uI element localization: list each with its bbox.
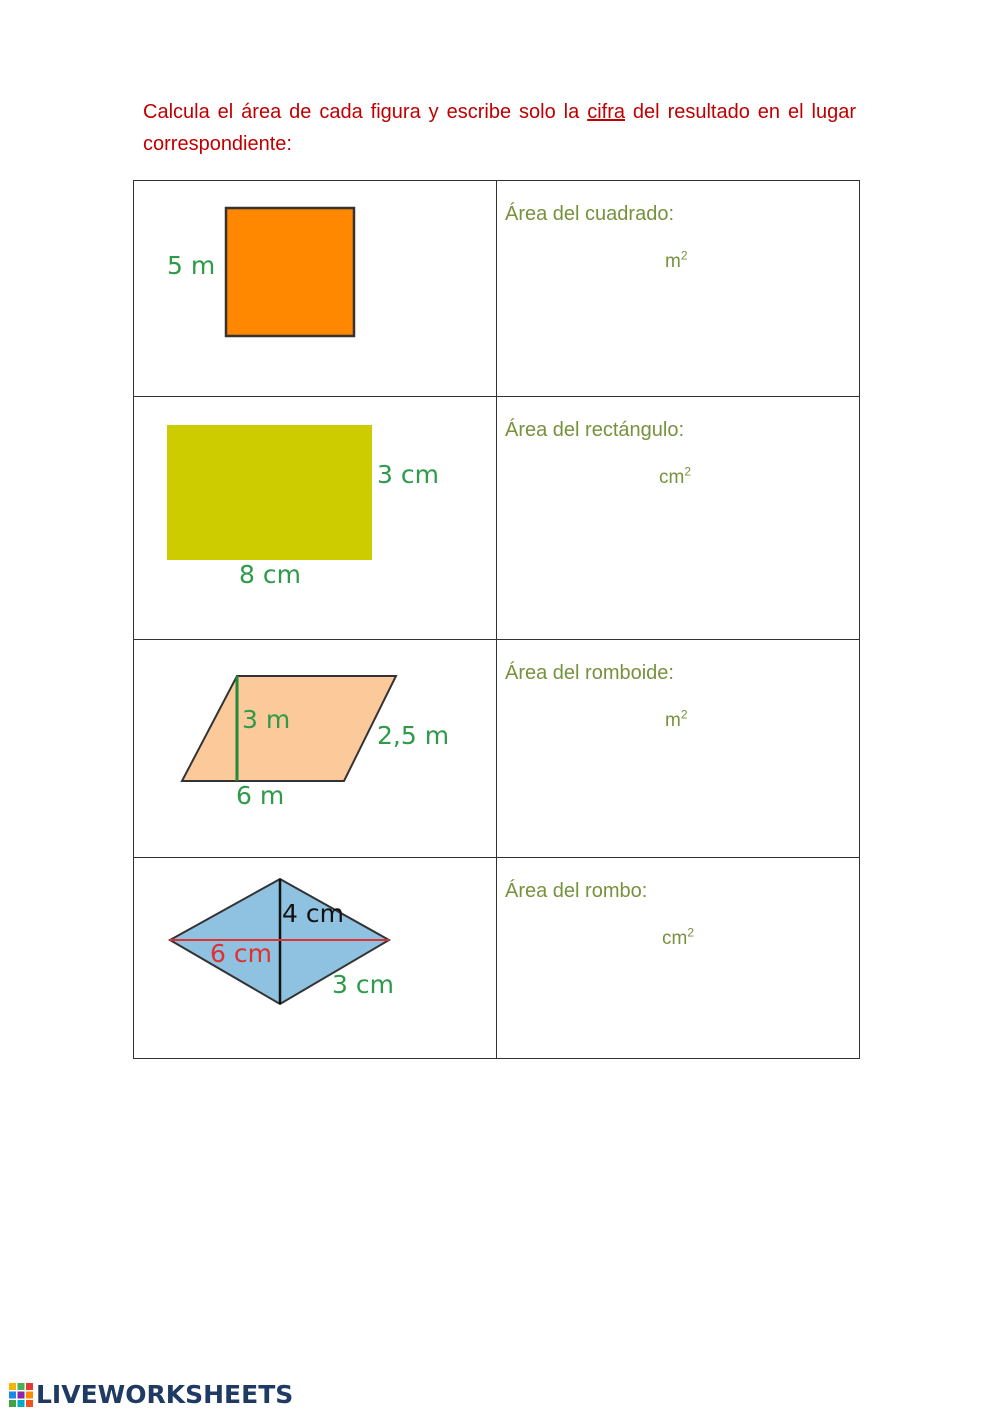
romboide-figure bbox=[134, 640, 496, 857]
answer-unit-rectangle bbox=[659, 464, 692, 489]
answer-cell-rombo bbox=[497, 858, 860, 1059]
answer-cell-romboide bbox=[497, 640, 860, 858]
figure-cell-rectangle bbox=[134, 397, 497, 640]
unit-exponent: 2 bbox=[684, 464, 692, 479]
instructions-text bbox=[143, 96, 856, 160]
answer-label-rectangle: Área del rectángulo: bbox=[505, 419, 685, 441]
rombo-horizontal-label: 6 cm bbox=[210, 939, 272, 968]
unit-exponent: 2 bbox=[687, 925, 695, 940]
answer-label-rombo: Área del rombo: bbox=[505, 880, 648, 902]
square-side-label: 5 m bbox=[167, 251, 216, 280]
rombo-figure bbox=[134, 858, 496, 1058]
answer-unit-square bbox=[665, 248, 688, 273]
answer-input-rombo[interactable] bbox=[521, 918, 661, 946]
rombo-side-label: 3 cm bbox=[332, 970, 394, 999]
answer-label-square: Área del cuadrado: bbox=[505, 203, 675, 225]
unit-exponent: 2 bbox=[680, 707, 688, 722]
instructions-before: Calcula el área de cada figura y escribe solo la bbox=[143, 101, 588, 123]
romboide-height-label: 3 m bbox=[242, 705, 291, 734]
romboide-base-label: 6 m bbox=[236, 781, 285, 810]
figure-cell-rombo bbox=[134, 858, 497, 1059]
exercise-table bbox=[133, 180, 860, 1059]
square-figure bbox=[134, 181, 496, 396]
rectangle-shape bbox=[167, 425, 372, 560]
exercise-row-square bbox=[134, 181, 860, 397]
exercise-row-rectangle bbox=[134, 397, 860, 640]
figure-cell-square bbox=[134, 181, 497, 397]
exercise-row-romboide bbox=[134, 640, 860, 858]
unit-text: cm bbox=[662, 928, 688, 949]
rombo-vertical-label: 4 cm bbox=[282, 899, 344, 928]
square-shape bbox=[226, 208, 354, 336]
instructions-after: del resultado en el lugar correspondiente: bbox=[143, 101, 856, 155]
figure-cell-romboide bbox=[134, 640, 497, 858]
answer-unit-rombo bbox=[662, 925, 695, 950]
unit-text: m bbox=[665, 710, 681, 731]
answer-input-romboide[interactable] bbox=[521, 700, 661, 728]
romboide-side-label: 2,5 m bbox=[377, 721, 450, 750]
answer-cell-square bbox=[497, 181, 860, 397]
liveworksheets-wordmark: LIVEWORKSHEETS bbox=[36, 1380, 294, 1409]
answer-input-square[interactable] bbox=[521, 241, 661, 269]
answer-label-romboide: Área del romboide: bbox=[505, 662, 674, 684]
exercise-row-rombo bbox=[134, 858, 860, 1059]
answer-cell-rectangle bbox=[497, 397, 860, 640]
answer-input-rectangle[interactable] bbox=[521, 457, 661, 485]
unit-text: cm bbox=[659, 467, 685, 488]
rectangle-base-label: 8 cm bbox=[239, 560, 301, 589]
liveworksheets-logo-icon bbox=[8, 1382, 34, 1408]
liveworksheets-brand bbox=[8, 1380, 293, 1409]
unit-text: m bbox=[665, 251, 681, 272]
rectangle-height-label: 3 cm bbox=[377, 460, 439, 489]
answer-unit-romboide bbox=[665, 707, 688, 732]
instructions-underlined-word: cifra bbox=[587, 101, 625, 123]
rectangle-figure bbox=[134, 397, 496, 639]
unit-exponent: 2 bbox=[680, 248, 688, 263]
